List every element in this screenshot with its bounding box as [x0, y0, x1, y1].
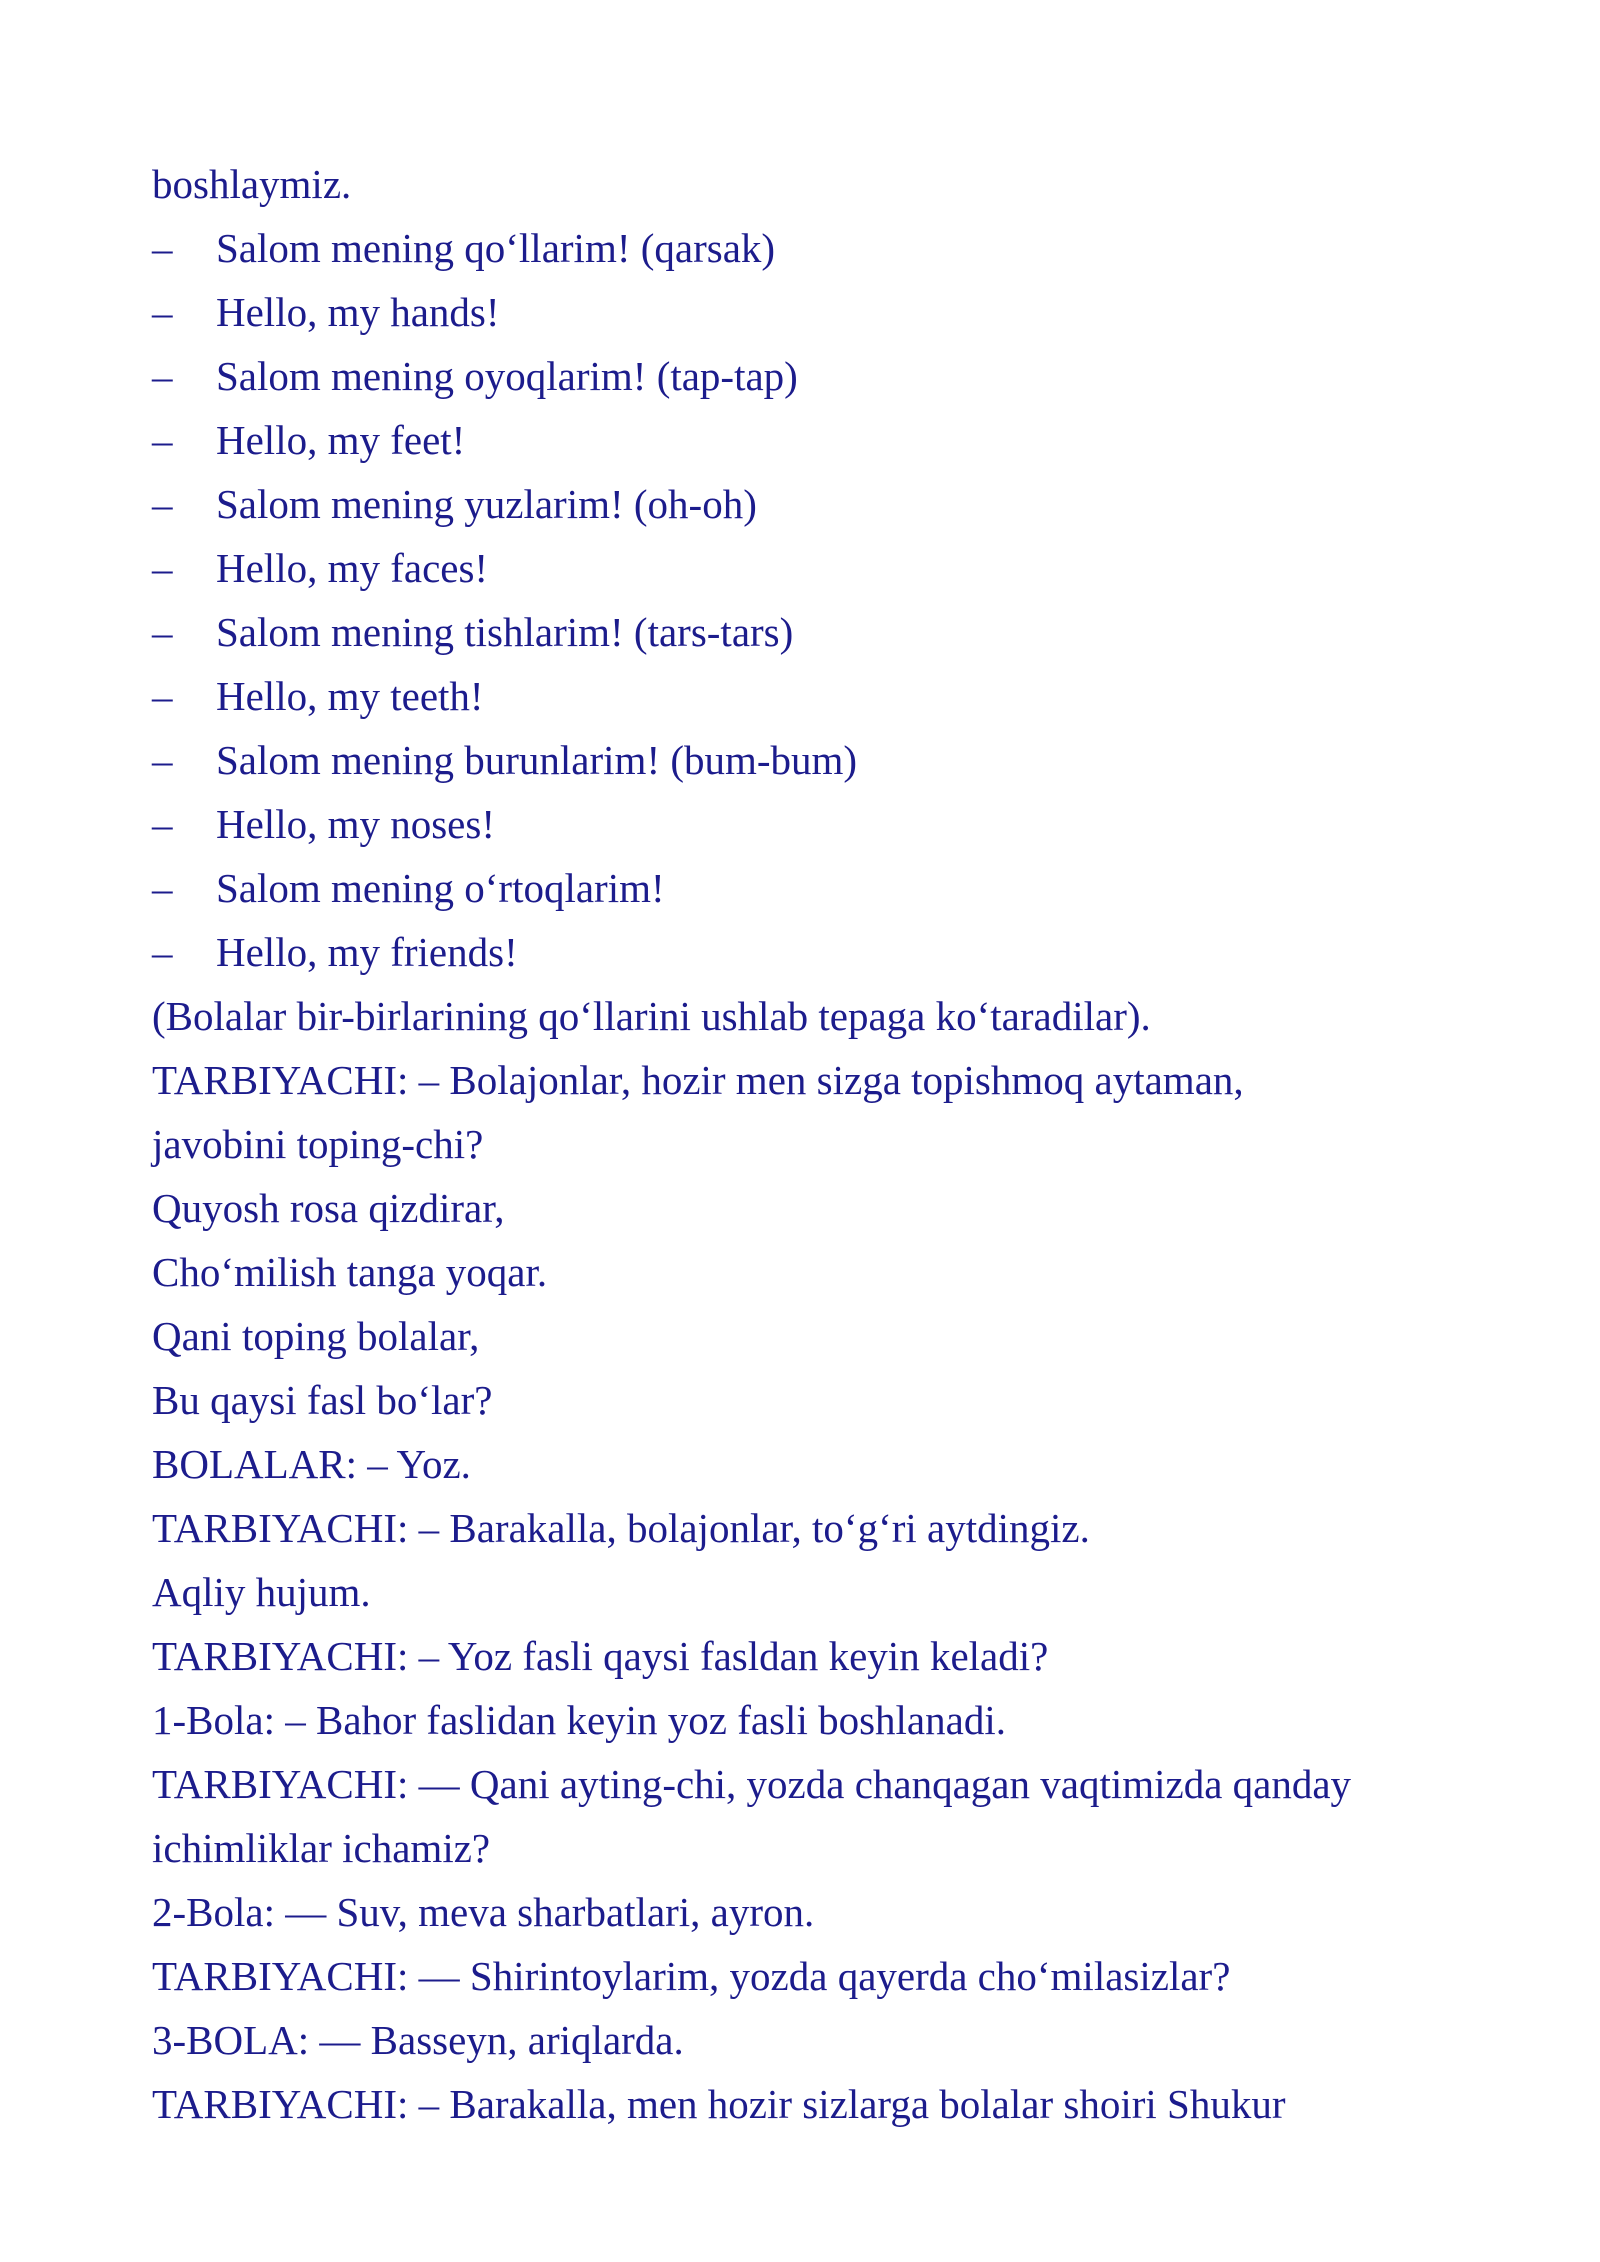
dash-marker: – — [152, 865, 173, 911]
dash-item-text: Salom mening tishlarim! (tars-tars) — [216, 609, 794, 655]
dash-marker: – — [152, 353, 173, 399]
text-line: TARBIYACHI: – Bolajonlar, hozir men sizga topishmoq aytaman, — [152, 1057, 1244, 1103]
dash-list-item — [152, 792, 1452, 856]
dash-item-text: Salom mening o‘rtoqlarim! — [216, 865, 665, 911]
dash-item-text: Salom mening qo‘llarim! (qarsak) — [216, 225, 776, 271]
dash-list-item — [152, 920, 1452, 984]
text-line: Bu qaysi fasl bo‘lar? — [152, 1377, 493, 1423]
dash-marker: – — [152, 481, 173, 527]
dash-list-item — [152, 408, 1452, 472]
text-line: Cho‘milish tanga yoqar. — [152, 1249, 548, 1295]
dash-list-item — [152, 856, 1452, 920]
text-line: (Bolalar bir-birlarining qo‘llarini ushlab tepaga ko‘taradilar). — [152, 993, 1151, 1039]
text-line: Aqliy hujum. — [152, 1569, 371, 1615]
dash-list-item — [152, 600, 1452, 664]
dash-marker: – — [152, 609, 173, 655]
dash-item-text: Hello, my faces! — [216, 545, 489, 591]
text-line: 3-BOLA: — Basseyn, ariqlarda. — [152, 2017, 684, 2063]
text-line: ichimliklar ichamiz? — [152, 1825, 491, 1871]
dash-marker: – — [152, 801, 173, 847]
dash-list-item — [152, 216, 1452, 280]
dash-marker: – — [152, 737, 173, 783]
dash-list-item — [152, 728, 1452, 792]
text-line: TARBIYACHI: – Yoz fasli qaysi fasldan keyin keladi? — [152, 1633, 1049, 1679]
dash-marker: – — [152, 929, 173, 975]
dash-item-text: Hello, my hands! — [216, 289, 500, 335]
dash-item-text: Salom mening yuzlarim! (oh-oh) — [216, 481, 757, 527]
document-body — [152, 152, 1452, 2136]
dash-marker: – — [152, 289, 173, 335]
text-line: TARBIYACHI: — Shirintoylarim, yozda qayerda cho‘milasizlar? — [152, 1953, 1231, 1999]
dash-list-item — [152, 472, 1452, 536]
dash-item-text: Hello, my feet! — [216, 417, 466, 463]
text-line: TARBIYACHI: — Qani ayting-chi, yozda chanqagan vaqtimizda qanday — [152, 1761, 1352, 1807]
text-line: javobini toping-chi? — [152, 1121, 484, 1167]
dash-marker: – — [152, 673, 173, 719]
dash-item-text: Hello, my friends! — [216, 929, 518, 975]
dash-item-text: Salom mening oyoqlarim! (tap-tap) — [216, 353, 798, 399]
dash-list-item — [152, 280, 1452, 344]
dash-list-item — [152, 664, 1452, 728]
dash-marker: – — [152, 545, 173, 591]
dash-item-text: Hello, my teeth! — [216, 673, 484, 719]
text-line: 1-Bola: – Bahor faslidan keyin yoz fasli boshlanadi. — [152, 1697, 1006, 1743]
dash-marker: – — [152, 417, 173, 463]
text-line: Qani toping bolalar, — [152, 1313, 480, 1359]
text-line: TARBIYACHI: – Barakalla, bolajonlar, to‘g‘ri aytdingiz. — [152, 1505, 1090, 1551]
dash-list-item — [152, 536, 1452, 600]
dash-list-item — [152, 344, 1452, 408]
dash-marker: – — [152, 225, 173, 271]
dash-item-text: Hello, my noses! — [216, 801, 495, 847]
text-line: Quyosh rosa qizdirar, — [152, 1185, 505, 1231]
text-line: TARBIYACHI: – Barakalla, men hozir sizlarga bolalar shoiri Shukur — [152, 2081, 1286, 2127]
text-line: BOLALAR: – Yoz. — [152, 1441, 471, 1487]
text-line: 2-Bola: — Suv, meva sharbatlari, ayron. — [152, 1889, 815, 1935]
opening-line: boshlaymiz. — [152, 161, 352, 207]
dash-item-text: Salom mening burunlarim! (bum-bum) — [216, 737, 858, 783]
